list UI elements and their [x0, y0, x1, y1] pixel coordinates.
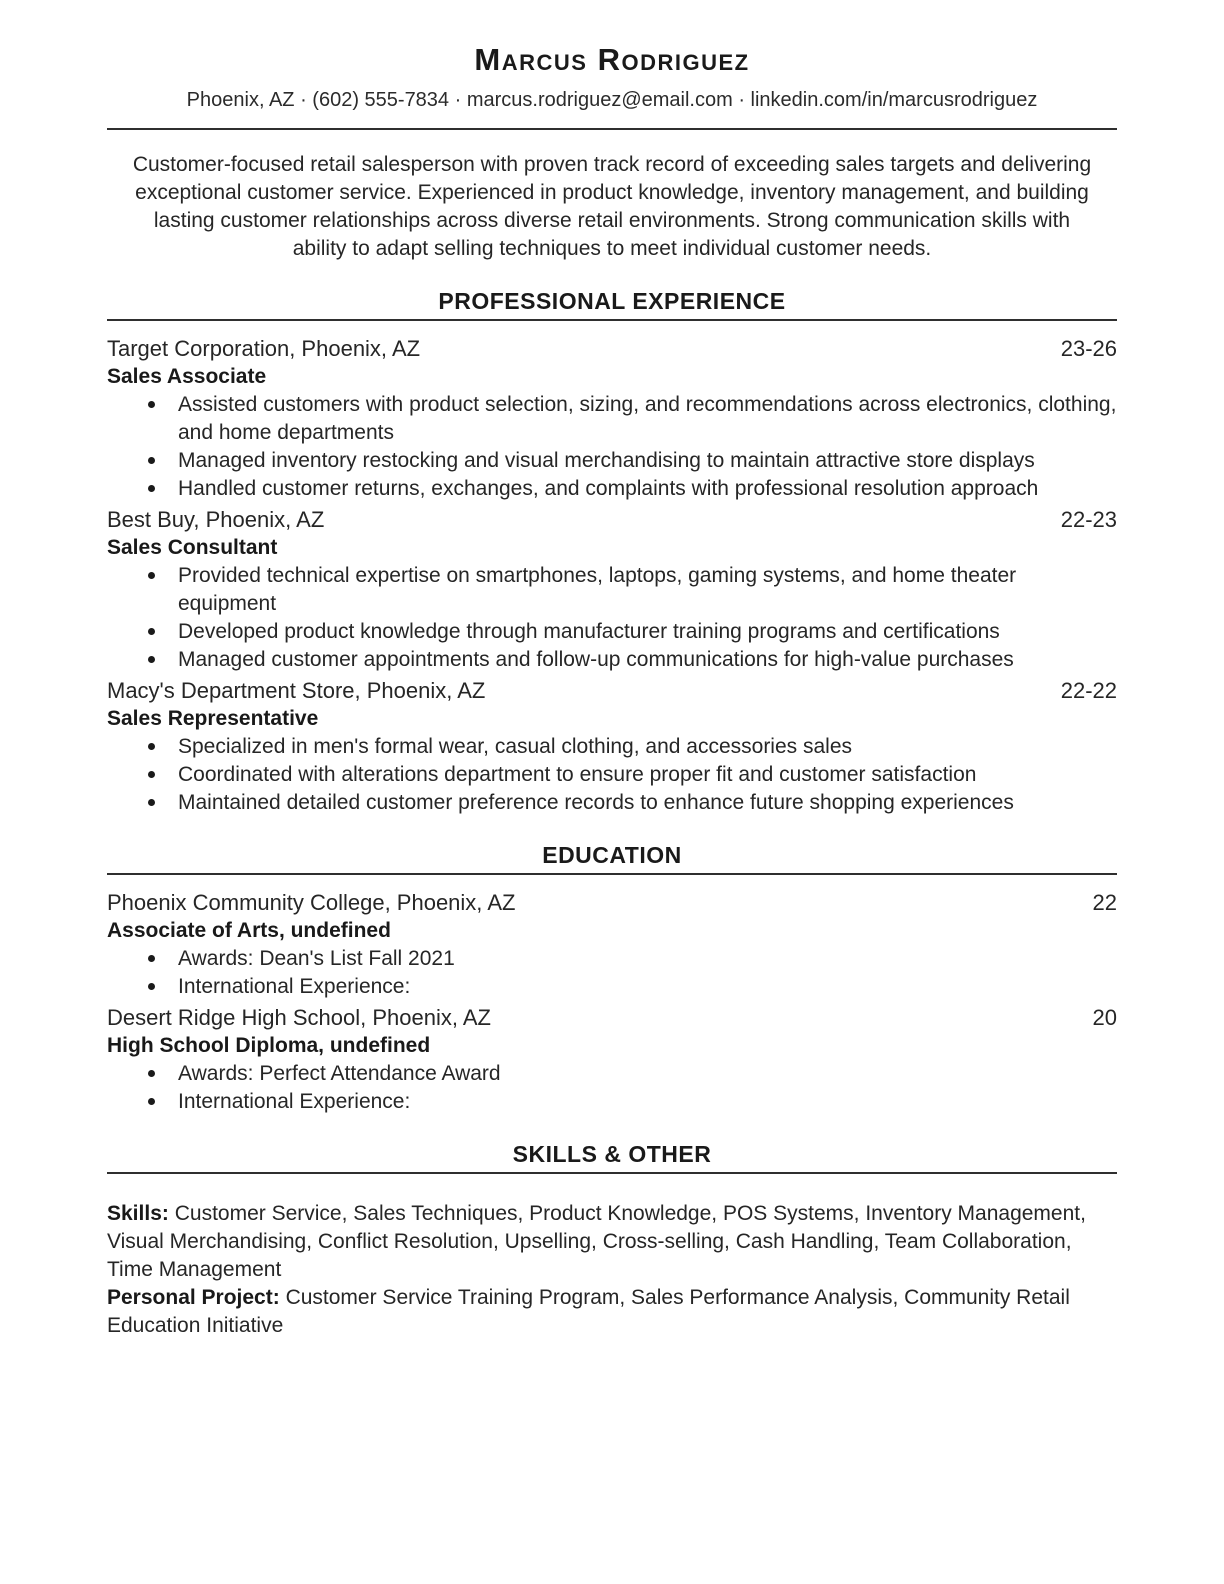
entry-header-row	[107, 334, 1117, 363]
experience-heading: PROFESSIONAL EXPERIENCE	[438, 288, 786, 314]
bullet-dot-icon	[148, 485, 155, 492]
education-entry	[107, 888, 1117, 1001]
skills-heading: SKILLS & OTHER	[512, 1141, 712, 1167]
experience-entry	[107, 505, 1117, 674]
degree-title: High School Diploma, undefined	[107, 1034, 431, 1057]
bullet-list	[107, 733, 1117, 817]
bullet-dot-icon	[148, 743, 155, 750]
skills-block	[107, 1200, 1117, 1340]
bullet-dot-icon	[148, 771, 155, 778]
bullet-text: Handled customer returns, exchanges, and complaints with professional resolution approach	[178, 477, 1039, 500]
school-name: Desert Ridge High School, Phoenix, AZ	[107, 1005, 491, 1030]
summary-text: Customer-focused retail salesperson with proven track record of exceeding sales targets and delivering exceptional customer service. Experienced in product knowledge, inventory management, and building lasting customer relationships across diverse retail environments. Strong communication skills with ability to adapt selling techniques to meet individual customer needs.	[132, 153, 1092, 260]
header-divider	[107, 128, 1117, 130]
bullet-text: Assisted customers with product selection, sizing, and recommendations across electronics, clothing, and home departments	[178, 393, 1117, 444]
bullet-list	[107, 945, 1117, 1001]
bullet-dot-icon	[148, 628, 155, 635]
skills-text: Customer Service, Sales Techniques, Product Knowledge, POS Systems, Inventory Management, Visual Merchandising, Conflict Resolution, Upselling, Cross-selling, Cash Handling, Team Collaboration, Time Management	[107, 1202, 1086, 1281]
bullet-item	[107, 761, 1117, 789]
entry-header-row	[107, 676, 1117, 705]
entry-header-row	[107, 888, 1117, 917]
company-name: Macy's Department Store, Phoenix, AZ	[107, 678, 486, 703]
bullet-text: International Experience:	[178, 975, 411, 998]
entry-dates: 22-22	[1060, 678, 1117, 703]
education-entry	[107, 1003, 1117, 1116]
entry-header-row	[107, 505, 1117, 534]
skills-label: Skills:	[107, 1202, 169, 1225]
contact-line: Phoenix, AZ · (602) 555-7834 · marcus.rodriguez@email.com · linkedin.com/in/marcusrodriguez	[186, 89, 1038, 111]
entry-dates: 23-26	[1060, 336, 1117, 361]
personal-project-text: Customer Service Training Program, Sales Performance Analysis, Community Retail Education Initiative	[107, 1286, 1070, 1337]
bullet-text: Coordinated with alterations department to ensure proper fit and customer satisfaction	[178, 763, 977, 786]
bullet-item	[107, 1088, 1117, 1116]
personal-project-line	[107, 1284, 1117, 1340]
role-title: Sales Associate	[107, 365, 267, 388]
education-entries	[107, 888, 1117, 1116]
candidate-name: Marcus Rodriguez	[474, 42, 750, 77]
bullet-item	[107, 973, 1117, 1001]
entry-dates: 22	[1092, 890, 1117, 915]
company-name: Best Buy, Phoenix, AZ	[107, 507, 325, 532]
experience-divider	[107, 319, 1117, 321]
section-skills-other	[107, 1142, 1117, 1340]
bullet-list	[107, 562, 1117, 674]
bullet-dot-icon	[148, 1070, 155, 1077]
skills-line	[107, 1200, 1117, 1284]
resume-header	[107, 42, 1117, 130]
bullet-item	[107, 562, 1117, 618]
bullet-list	[107, 391, 1117, 503]
school-name: Phoenix Community College, Phoenix, AZ	[107, 890, 516, 915]
bullet-item	[107, 618, 1117, 646]
bullet-dot-icon	[148, 572, 155, 579]
bullet-text: Provided technical expertise on smartphones, laptops, gaming systems, and home theater equipment	[178, 564, 1017, 615]
bullet-dot-icon	[148, 457, 155, 464]
bullet-item	[107, 475, 1117, 503]
bullet-list	[107, 1060, 1117, 1116]
bullet-dot-icon	[148, 799, 155, 806]
bullet-item	[107, 447, 1117, 475]
education-divider	[107, 873, 1117, 875]
bullet-dot-icon	[148, 656, 155, 663]
bullet-item	[107, 789, 1117, 817]
experience-entry	[107, 334, 1117, 503]
experience-entry	[107, 676, 1117, 817]
bullet-dot-icon	[148, 955, 155, 962]
bullet-text: Maintained detailed customer preference records to enhance future shopping experiences	[178, 791, 1014, 814]
bullet-item	[107, 391, 1117, 447]
bullet-text: Developed product knowledge through manufacturer training programs and certifications	[178, 620, 1000, 643]
section-experience	[107, 289, 1117, 817]
experience-entries	[107, 334, 1117, 817]
bullet-text: International Experience:	[178, 1090, 411, 1113]
bullet-text: Awards: Dean's List Fall 2021	[178, 947, 455, 970]
bullet-dot-icon	[148, 983, 155, 990]
entry-dates: 20	[1092, 1005, 1117, 1030]
bullet-item	[107, 1060, 1117, 1088]
section-education	[107, 843, 1117, 1116]
skills-divider	[107, 1172, 1117, 1174]
bullet-dot-icon	[148, 1098, 155, 1105]
education-heading: EDUCATION	[542, 842, 682, 868]
bullet-dot-icon	[148, 401, 155, 408]
bullet-item	[107, 646, 1117, 674]
role-title: Sales Consultant	[107, 536, 278, 559]
role-title: Sales Representative	[107, 707, 319, 730]
entry-header-row	[107, 1003, 1117, 1032]
bullet-text: Specialized in men's formal wear, casual clothing, and accessories sales	[178, 735, 853, 758]
bullet-text: Awards: Perfect Attendance Award	[178, 1062, 501, 1085]
degree-title: Associate of Arts, undefined	[107, 919, 391, 942]
personal-project-label: Personal Project:	[107, 1286, 280, 1309]
entry-dates: 22-23	[1060, 507, 1117, 532]
bullet-item	[107, 733, 1117, 761]
bullet-text: Managed inventory restocking and visual merchandising to maintain attractive store displays	[178, 449, 1035, 472]
bullet-text: Managed customer appointments and follow-up communications for high-value purchases	[178, 648, 1014, 671]
bullet-item	[107, 945, 1117, 973]
company-name: Target Corporation, Phoenix, AZ	[107, 336, 421, 361]
